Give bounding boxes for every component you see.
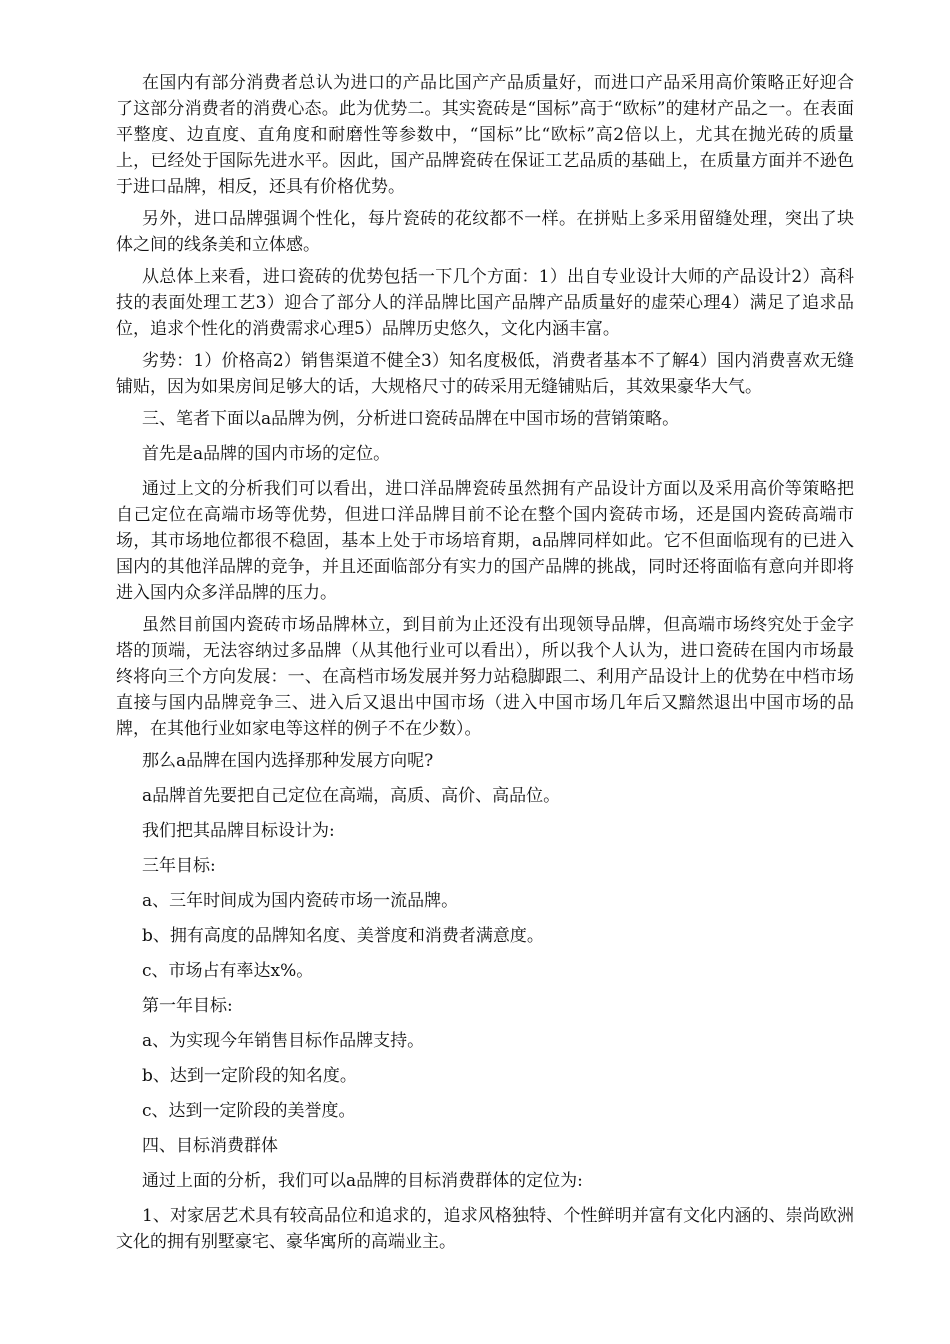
list-item-three-year-b: b、拥有高度的品牌知名度、美誉度和消费者满意度。 bbox=[142, 926, 544, 946]
list-item-first-year-a: a、为实现今年销售目标作品牌支持。 bbox=[142, 1031, 425, 1051]
list-item-first-year-c: c、达到一定阶段的美誉度。 bbox=[142, 1101, 356, 1121]
section-heading-marketing-strategy: 三、笔者下面以a品牌为例，分析进口瓷砖品牌在中国市场的营销策略。 bbox=[142, 409, 680, 429]
paragraph-market-positioning-intro: 首先是a品牌的国内市场的定位。 bbox=[142, 444, 391, 464]
paragraph-brand-positioning: a品牌首先要把自己定位在高端，高质、高价、高品位。 bbox=[142, 786, 561, 806]
list-item-first-year-b: b、达到一定阶段的知名度。 bbox=[142, 1066, 357, 1086]
paragraph-brand-goals-intro: 我们把其品牌目标设计为: bbox=[142, 821, 335, 841]
document-body bbox=[116, 70, 854, 1261]
heading-first-year-goals: 第一年目标: bbox=[142, 996, 233, 1016]
list-item-target-consumer-1: 1、对家居艺术具有较高品位和追求的，追求风格独特、个性鲜明并富有文化内涵的、崇尚欧洲文化的拥有别墅豪宅、豪华寓所的高端业主。 bbox=[116, 1206, 854, 1252]
paragraph-direction-question: 那么a品牌在国内选择那种发展方向呢? bbox=[142, 751, 434, 771]
heading-three-year-goals: 三年目标: bbox=[142, 856, 216, 876]
paragraph-import-perception: 在国内有部分消费者总认为进口的产品比国产产品质量好，而进口产品采用高价策略正好迎合了这部分消费者的消费心态。此为优势二。其实瓷砖是“国标”高于“欧标”的建材产品之一。在表面平整度、边直度、直角度和耐磨性等参数中，“国标”比“欧标”高2倍以上，尤其在抛光砖的质量上，已经处于国际先进水平。因此，国产品牌瓷砖在保证工艺品质的基础上，在质量方面并不逊色于进口品牌，相反，还具有价格优势。 bbox=[116, 73, 854, 197]
paragraph-target-consumers-intro: 通过上面的分析，我们可以a品牌的目标消费群体的定位为: bbox=[142, 1171, 583, 1191]
paragraph-personalization: 另外，进口品牌强调个性化，每片瓷砖的花纹都不一样。在拼贴上多采用留缝处理，突出了块体之间的线条美和立体感。 bbox=[116, 209, 854, 255]
section-heading-target-consumers: 四、目标消费群体 bbox=[142, 1136, 278, 1156]
list-item-three-year-c: c、市场占有率达x%。 bbox=[142, 961, 314, 981]
paragraph-disadvantages: 劣势：1）价格高2）销售渠道不健全3）知名度极低，消费者基本不了解4）国内消费喜欢无缝铺贴，因为如果房间足够大的话，大规格尺寸的砖采用无缝铺贴后，其效果豪华大气。 bbox=[116, 351, 854, 397]
list-item-three-year-a: a、三年时间成为国内瓷砖市场一流品牌。 bbox=[142, 891, 459, 911]
paragraph-market-analysis: 通过上文的分析我们可以看出，进口洋品牌瓷砖虽然拥有产品设计方面以及采用高价等策略把自己定位在高端市场等优势，但进口洋品牌目前不论在整个国内瓷砖市场，还是国内瓷砖高端市场，其市场地位都很不稳固，基本上处于市场培育期，a品牌同样如此。它不但面临现有的已进入国内的其他洋品牌的竞争，并且还面临部分有实力的国产品牌的挑战，同时还将面临有意向并即将进入国内众多洋品牌的压力。 bbox=[116, 479, 854, 603]
paragraph-advantages: 从总体上来看，进口瓷砖的优势包括一下几个方面：1）出自专业设计大师的产品设计2）高科技的表面处理工艺3）迎合了部分人的洋品牌比国产品牌产品质量好的虚荣心理4）满足了追求品位，追求个性化的消费需求心理5）品牌历史悠久，文化内涵丰富。 bbox=[116, 267, 854, 339]
paragraph-development-directions: 虽然目前国内瓷砖市场品牌林立，到目前为止还没有出现领导品牌，但高端市场终究处于金字塔的顶端，无法容纳过多品牌（从其他行业可以看出），所以我个人认为，进口瓷砖在国内市场最终将向三个方向发展：一、在高档市场发展并努力站稳脚跟二、利用产品设计上的优势在中档市场直接与国内品牌竞争三、进入后又退出中国市场（进入中国市场几年后又黯然退出中国市场的品牌，在其他行业如家电等这样的例子不在少数）。 bbox=[116, 615, 854, 739]
